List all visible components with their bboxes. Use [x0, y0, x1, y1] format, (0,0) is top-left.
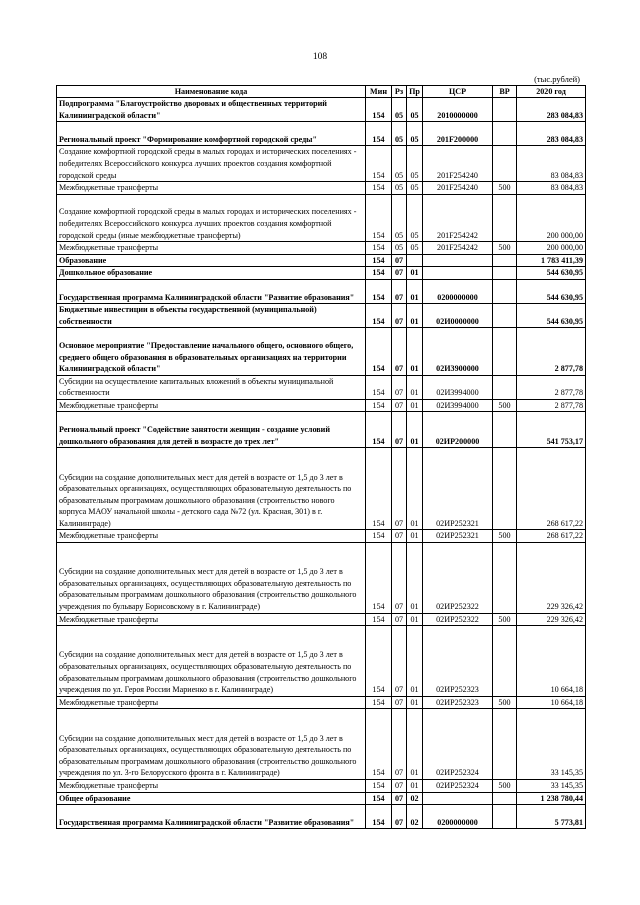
- row-rz: 07: [392, 328, 407, 375]
- row-pr: 01: [407, 709, 423, 780]
- table-row: [57, 328, 586, 375]
- row-csr: 02ИР252324: [423, 709, 493, 780]
- row-vr: [493, 375, 517, 399]
- row-rz: 07: [392, 792, 407, 805]
- table-row: [57, 242, 586, 255]
- row-rz: 07: [392, 805, 407, 829]
- row-rz: 07: [392, 304, 407, 328]
- table-row: [57, 194, 586, 241]
- row-min: 154: [366, 242, 392, 255]
- table-row: [57, 267, 586, 280]
- row-rz: 07: [392, 412, 407, 448]
- row-rz: 07: [392, 613, 407, 626]
- row-csr: 02ИР200000: [423, 412, 493, 448]
- row-vr: 500: [493, 780, 517, 793]
- row-name: Субсидии на создание дополнительных мест для детей в возрасте от 1,5 до 3 лет в образовательных организациях, осуществляющих образовательную деятельность по образовательным программам дошкольного образования (строительство дошкольного учреждения по бульвару Борисовскому в г. Калининграде): [57, 543, 366, 614]
- row-pr: 01: [407, 543, 423, 614]
- row-name: Региональный проект "Содействие занятости женщин - создание условий дошкольного образования для детей в возрасте до трех лет": [57, 412, 366, 448]
- row-pr: 01: [407, 626, 423, 697]
- table-row: [57, 709, 586, 780]
- row-amount: 83 084,83: [517, 146, 586, 182]
- row-rz: 07: [392, 543, 407, 614]
- header-name: Наименование кода: [57, 86, 366, 98]
- page-number: 108: [312, 52, 328, 62]
- row-min: 154: [366, 805, 392, 829]
- row-rz: 07: [392, 399, 407, 412]
- row-amount: 10 664,18: [517, 626, 586, 697]
- row-name: Подпрограмма "Благоустройство дворовых и общественных территорий Калининградской области": [57, 98, 366, 122]
- row-csr: 02ИР252322: [423, 613, 493, 626]
- row-amount: 283 084,83: [517, 98, 586, 122]
- row-min: 154: [366, 267, 392, 280]
- row-min: 154: [366, 412, 392, 448]
- row-amount: 541 753,17: [517, 412, 586, 448]
- row-amount: 2 877,78: [517, 399, 586, 412]
- row-csr: [423, 792, 493, 805]
- row-min: 154: [366, 304, 392, 328]
- row-pr: 05: [407, 98, 423, 122]
- row-rz: 07: [392, 696, 407, 709]
- row-pr: 01: [407, 279, 423, 303]
- row-csr: 02И3900000: [423, 328, 493, 375]
- row-vr: [493, 412, 517, 448]
- row-rz: 05: [392, 98, 407, 122]
- row-amount: 1 238 780,44: [517, 792, 586, 805]
- row-pr: 05: [407, 194, 423, 241]
- row-amount: 283 084,83: [517, 122, 586, 146]
- row-csr: 02ИР252322: [423, 543, 493, 614]
- row-vr: 500: [493, 182, 517, 195]
- header-csr: ЦСР: [423, 86, 493, 98]
- row-rz: 05: [392, 122, 407, 146]
- row-pr: 01: [407, 328, 423, 375]
- table-row: [57, 412, 586, 448]
- row-vr: [493, 448, 517, 530]
- row-vr: [493, 146, 517, 182]
- header-year: 2020 год: [517, 86, 586, 98]
- row-vr: [493, 805, 517, 829]
- table-row: [57, 530, 586, 543]
- row-csr: 02И0000000: [423, 304, 493, 328]
- row-min: 154: [366, 98, 392, 122]
- row-vr: 500: [493, 696, 517, 709]
- row-amount: 83 084,83: [517, 182, 586, 195]
- row-name: Создание комфортной городской среды в малых городах и исторических поселениях - победителях Всероссийского конкурса лучших проектов создания комфортной городской среды: [57, 146, 366, 182]
- row-amount: 2 877,78: [517, 375, 586, 399]
- row-pr: 05: [407, 122, 423, 146]
- table-row: [57, 613, 586, 626]
- row-amount: 544 630,95: [517, 304, 586, 328]
- row-min: 154: [366, 792, 392, 805]
- row-rz: 07: [392, 780, 407, 793]
- row-amount: 33 145,35: [517, 709, 586, 780]
- row-pr: [407, 254, 423, 267]
- table-row: [57, 98, 586, 122]
- row-csr: [423, 254, 493, 267]
- row-pr: 01: [407, 399, 423, 412]
- row-csr: 0200000000: [423, 279, 493, 303]
- row-csr: 02ИР252321: [423, 448, 493, 530]
- row-csr: 201F254240: [423, 146, 493, 182]
- header-rz: Рз: [392, 86, 407, 98]
- header-vr: ВР: [493, 86, 517, 98]
- budget-table: [56, 85, 586, 829]
- row-name: Субсидии на создание дополнительных мест для детей в возрасте от 1,5 до 3 лет в образовательных организациях, осуществляющих образовательную деятельность по образовательным программам дошкольного образования (строительство дошкольного учреждения по ул. Героя России Мариенко в г. Калининграде): [57, 626, 366, 697]
- row-min: 154: [366, 709, 392, 780]
- table-row: [57, 375, 586, 399]
- table-body: [57, 98, 586, 829]
- row-csr: 02И3994000: [423, 399, 493, 412]
- row-vr: 500: [493, 530, 517, 543]
- row-pr: 01: [407, 375, 423, 399]
- row-rz: 05: [392, 182, 407, 195]
- table-row: [57, 626, 586, 697]
- row-rz: 05: [392, 146, 407, 182]
- row-min: 154: [366, 254, 392, 267]
- row-name: Межбюджетные трансферты: [57, 613, 366, 626]
- table-row: [57, 122, 586, 146]
- row-vr: 500: [493, 399, 517, 412]
- row-min: 154: [366, 279, 392, 303]
- row-name: Государственная программа Калининградской области "Развитие образования": [57, 805, 366, 829]
- table-row: [57, 805, 586, 829]
- row-name: Межбюджетные трансферты: [57, 399, 366, 412]
- row-name: Общее образование: [57, 792, 366, 805]
- row-vr: 500: [493, 242, 517, 255]
- row-csr: 02ИР252323: [423, 696, 493, 709]
- row-vr: [493, 543, 517, 614]
- row-amount: 229 326,42: [517, 613, 586, 626]
- row-min: 154: [366, 448, 392, 530]
- row-vr: [493, 267, 517, 280]
- row-csr: [423, 267, 493, 280]
- row-csr: 02ИР252323: [423, 626, 493, 697]
- row-pr: 01: [407, 448, 423, 530]
- row-name: Дошкольное образование: [57, 267, 366, 280]
- row-csr: 02ИР252321: [423, 530, 493, 543]
- row-min: 154: [366, 613, 392, 626]
- table-row: [57, 279, 586, 303]
- row-name: Создание комфортной городской среды в малых городах и исторических поселениях - победителях Всероссийского конкурса лучших проектов создания комфортной городской среды (иные межбюджетные трансферты): [57, 194, 366, 241]
- table-row: [57, 304, 586, 328]
- row-pr: 05: [407, 182, 423, 195]
- table-row: [57, 254, 586, 267]
- row-rz: 07: [392, 448, 407, 530]
- row-name: Межбюджетные трансферты: [57, 780, 366, 793]
- row-min: 154: [366, 375, 392, 399]
- table-row: [57, 448, 586, 530]
- row-name: Межбюджетные трансферты: [57, 242, 366, 255]
- row-amount: 200 000,00: [517, 242, 586, 255]
- header-pr: Пр: [407, 86, 423, 98]
- table-row: [57, 780, 586, 793]
- row-name: Субсидии на осуществление капитальных вложений в объекты муниципальной собственности: [57, 375, 366, 399]
- row-name: Межбюджетные трансферты: [57, 530, 366, 543]
- row-pr: 02: [407, 805, 423, 829]
- row-rz: 07: [392, 375, 407, 399]
- row-name: Региональный проект "Формирование комфортной городской среды": [57, 122, 366, 146]
- table-row: [57, 696, 586, 709]
- table-header-row: [57, 86, 586, 98]
- table-row: [57, 792, 586, 805]
- row-amount: 33 145,35: [517, 780, 586, 793]
- row-csr: 0200000000: [423, 805, 493, 829]
- row-min: 154: [366, 530, 392, 543]
- row-name: Субсидии на создание дополнительных мест для детей в возрасте от 1,5 до 3 лет в образовательных организациях, осуществляющих образовательную деятельность по образовательным программам дошкольного образования (строительство дошкольного учреждения по ул. 3-го Белорусского фронта в г. Калининграде): [57, 709, 366, 780]
- row-vr: [493, 304, 517, 328]
- row-pr: 01: [407, 304, 423, 328]
- row-amount: 544 630,95: [517, 279, 586, 303]
- row-csr: 201F254240: [423, 182, 493, 195]
- row-amount: 5 773,81: [517, 805, 586, 829]
- row-min: 154: [366, 182, 392, 195]
- row-name: Образование: [57, 254, 366, 267]
- row-vr: [493, 254, 517, 267]
- row-name: Бюджетные инвестиции в объекты государственной (муниципальной) собственности: [57, 304, 366, 328]
- row-vr: [493, 626, 517, 697]
- row-rz: 05: [392, 242, 407, 255]
- row-amount: 544 630,95: [517, 267, 586, 280]
- row-min: 154: [366, 626, 392, 697]
- row-amount: 268 617,22: [517, 530, 586, 543]
- row-csr: 02И3994000: [423, 375, 493, 399]
- row-min: 154: [366, 194, 392, 241]
- row-min: 154: [366, 399, 392, 412]
- row-pr: 01: [407, 780, 423, 793]
- row-vr: [493, 122, 517, 146]
- units-label: (тыс.рублей): [534, 74, 580, 84]
- row-csr: 201F200000: [423, 122, 493, 146]
- row-pr: 01: [407, 613, 423, 626]
- row-rz: 05: [392, 194, 407, 241]
- row-min: 154: [366, 543, 392, 614]
- row-vr: [493, 279, 517, 303]
- row-name: Государственная программа Калининградской области "Развитие образования": [57, 279, 366, 303]
- row-vr: [493, 194, 517, 241]
- row-pr: 05: [407, 242, 423, 255]
- row-csr: 2010000000: [423, 98, 493, 122]
- row-rz: 07: [392, 530, 407, 543]
- row-vr: [493, 792, 517, 805]
- row-pr: 01: [407, 696, 423, 709]
- table-row: [57, 543, 586, 614]
- table-row: [57, 399, 586, 412]
- row-name: Межбюджетные трансферты: [57, 182, 366, 195]
- row-rz: 07: [392, 279, 407, 303]
- row-rz: 07: [392, 626, 407, 697]
- table-row: [57, 146, 586, 182]
- row-amount: 268 617,22: [517, 448, 586, 530]
- row-name: Межбюджетные трансферты: [57, 696, 366, 709]
- row-min: 154: [366, 780, 392, 793]
- row-csr: 201F254242: [423, 194, 493, 241]
- row-csr: 02ИР252324: [423, 780, 493, 793]
- row-pr: 01: [407, 267, 423, 280]
- row-rz: 07: [392, 709, 407, 780]
- row-vr: 500: [493, 613, 517, 626]
- row-csr: 201F254242: [423, 242, 493, 255]
- row-amount: 2 877,78: [517, 328, 586, 375]
- row-min: 154: [366, 696, 392, 709]
- row-pr: 02: [407, 792, 423, 805]
- row-amount: 1 783 411,39: [517, 254, 586, 267]
- row-vr: [493, 98, 517, 122]
- row-vr: [493, 328, 517, 375]
- row-name: Основное мероприятие "Предоставление начального общего, основного общего, среднего общего образования в образовательных организациях на территории Калининградской области": [57, 328, 366, 375]
- row-amount: 200 000,00: [517, 194, 586, 241]
- row-amount: 10 664,18: [517, 696, 586, 709]
- row-name: Субсидии на создание дополнительных мест для детей в возрасте от 1,5 до 3 лет в образовательных организациях, осуществляющих образовательную деятельность по образовательным программам дошкольного образования (строительство нового корпуса МАОУ начальной школы - детского сада №72 (ул. Красная, 301) в г. Калининграде): [57, 448, 366, 530]
- row-rz: 07: [392, 267, 407, 280]
- table-row: [57, 182, 586, 195]
- row-amount: 229 326,42: [517, 543, 586, 614]
- row-min: 154: [366, 328, 392, 375]
- row-pr: 01: [407, 412, 423, 448]
- row-min: 154: [366, 122, 392, 146]
- row-pr: 05: [407, 146, 423, 182]
- row-pr: 01: [407, 530, 423, 543]
- row-min: 154: [366, 146, 392, 182]
- header-min: Мин: [366, 86, 392, 98]
- row-rz: 07: [392, 254, 407, 267]
- row-vr: [493, 709, 517, 780]
